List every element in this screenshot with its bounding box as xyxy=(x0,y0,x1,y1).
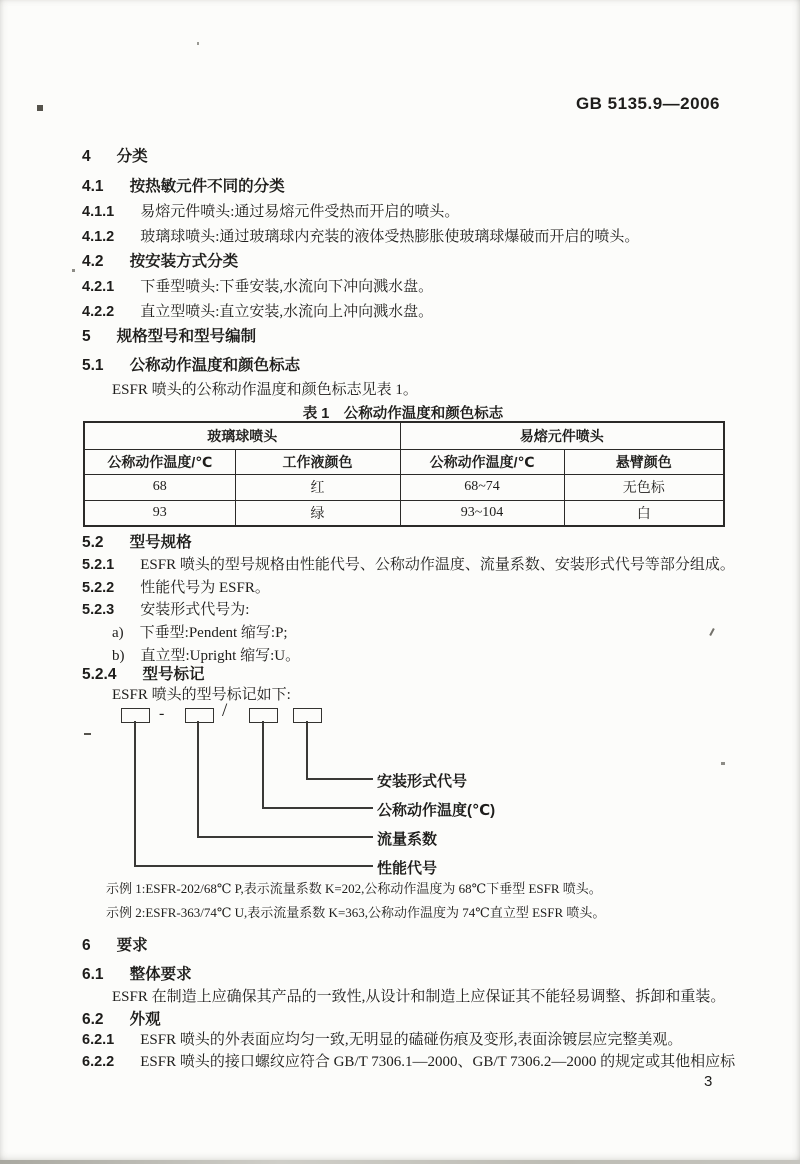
clause-number: 5.1 xyxy=(82,357,104,374)
scan-speck xyxy=(37,105,43,111)
clause-text: 公称动作温度和颜色标志 xyxy=(129,357,301,374)
scan-speck xyxy=(721,762,725,765)
scan-speck xyxy=(72,269,75,272)
clause-text: 分类 xyxy=(116,148,148,165)
table-cell: 93 xyxy=(84,500,235,526)
table-cell: 93~104 xyxy=(400,500,564,526)
diagram-connector-line xyxy=(134,721,136,866)
clause-text: 性能代号为 ESFR。 xyxy=(140,580,270,596)
clause-5-2-heading xyxy=(82,534,192,551)
clause-5-2-4-heading xyxy=(82,666,205,683)
clause-6-2-2 xyxy=(82,1054,735,1071)
table-column-header: 公称动作温度/℃ xyxy=(84,449,235,474)
diagram-connector-line xyxy=(197,721,199,837)
diagram-label-flow-coefficient: 流量系数 xyxy=(377,831,438,848)
scan-speck xyxy=(709,628,715,636)
clause-text: ESFR 喷头的外表面应均匀一致,无明显的磕碰伤痕及变形,表面涂镀层应完整美观。 xyxy=(140,1032,683,1048)
page-number: 3 xyxy=(704,1073,713,1090)
clause-number: 5.2 xyxy=(82,534,104,551)
list-item-marker: a) xyxy=(112,625,124,641)
table-cell: 68~74 xyxy=(400,474,564,500)
clause-4-2-1 xyxy=(82,279,433,296)
clause-text: ESFR 喷头的型号规格由性能代号、公称动作温度、流量系数、安装形式代号等部分组成。 xyxy=(140,557,735,573)
list-item-a xyxy=(112,625,288,642)
table-column-header: 公称动作温度/℃ xyxy=(400,449,564,474)
clause-5-2-2 xyxy=(82,580,270,597)
clause-number: 4.1.1 xyxy=(82,204,115,220)
table-cell: 绿 xyxy=(235,500,400,526)
diagram-label-temperature: 公称动作温度(℃) xyxy=(377,802,496,819)
table-group-header-fusible-link: 易熔元件喷头 xyxy=(400,422,724,449)
clause-text: 直立型喷头:直立安装,水流向上冲向溅水盘。 xyxy=(140,304,434,320)
clause-text: 玻璃球喷头:通过玻璃球内充装的液体受热膨胀使玻璃球爆破而开启的喷头。 xyxy=(140,229,640,245)
clause-text: 整体要求 xyxy=(129,966,192,983)
list-item-text: 直立型:Upright 缩写:U。 xyxy=(140,648,301,664)
table-column-header: 悬臂颜色 xyxy=(564,449,724,474)
clause-number: 5.2.2 xyxy=(82,580,115,596)
clause-4-1-1 xyxy=(82,204,459,221)
diagram-label-installation-code: 安装形式代号 xyxy=(377,773,468,790)
clause-number: 6.2 xyxy=(82,1011,104,1028)
example-1: 示例 1:ESFR-202/68℃ P,表示流量系数 K=202,公称动作温度为 68℃下垂型 ESFR 喷头。 xyxy=(106,881,602,896)
clause-number: 4.1 xyxy=(82,178,104,195)
clause-5-2-1 xyxy=(82,557,735,574)
example-2: 示例 2:ESFR-363/74℃ U,表示流量系数 K=363,公称动作温度为 74℃直立型 ESFR 喷头。 xyxy=(106,905,606,920)
clause-4-heading xyxy=(82,148,148,165)
clause-number: 6.2.1 xyxy=(82,1032,115,1048)
paragraph-5-2-4: ESFR 喷头的型号标记如下: xyxy=(112,687,291,703)
clause-6-2-heading xyxy=(82,1011,161,1028)
clause-text: 型号标记 xyxy=(142,666,205,683)
diagram-box-performance-code xyxy=(121,708,150,723)
table-cell: 白 xyxy=(564,500,724,526)
clause-6-2-1 xyxy=(82,1032,682,1049)
table1-caption: 表 1 公称动作温度和颜色标志 xyxy=(302,406,504,422)
clause-4-2-heading xyxy=(82,253,238,270)
scan-speck xyxy=(197,42,199,45)
clause-4-1-heading xyxy=(82,178,285,195)
clause-6-1-heading xyxy=(82,966,192,983)
clause-5-2-3 xyxy=(82,602,249,619)
table-column-header: 工作液颜色 xyxy=(235,449,400,474)
diagram-connector-line xyxy=(306,721,308,779)
clause-text: 外观 xyxy=(129,1011,161,1028)
clause-number: 5 xyxy=(82,328,91,345)
list-item-marker: b) xyxy=(112,648,125,664)
clause-number: 4.2.2 xyxy=(82,304,115,320)
diagram-label-performance-code: 性能代号 xyxy=(377,860,438,877)
diagram-connector-line xyxy=(306,778,373,780)
standard-code-header: GB 5135.9—2006 xyxy=(575,94,720,113)
clause-text: ESFR 喷头的接口螺纹应符合 GB/T 7306.1—2000、GB/T 7306.2—2000 的规定或其他相应标 xyxy=(140,1054,736,1070)
paragraph-6-1: ESFR 在制造上应确保其产品的一致性,从设计和制造上应保证其不能轻易调整、拆卸和重装。 xyxy=(112,989,726,1005)
scan-speck xyxy=(84,733,91,735)
clause-number: 4.2.1 xyxy=(82,279,115,295)
list-item-b xyxy=(112,648,300,665)
list-item-text: 下垂型:Pendent 缩写:P; xyxy=(139,625,288,641)
clause-text: 规格型号和型号编制 xyxy=(116,328,257,345)
clause-number: 6 xyxy=(82,937,91,954)
clause-number: 4.1.2 xyxy=(82,229,115,245)
clause-6-heading xyxy=(82,937,148,954)
diagram-connector-line xyxy=(262,721,264,808)
clause-number: 5.2.1 xyxy=(82,557,115,573)
clause-5-1-heading xyxy=(82,357,300,374)
diagram-box-flow-coefficient xyxy=(185,708,214,723)
table-row xyxy=(84,474,724,500)
diagram-box-temperature xyxy=(249,708,278,723)
clause-number: 4.2 xyxy=(82,253,104,270)
scan-bottom-edge xyxy=(0,1160,800,1164)
temperature-color-table xyxy=(83,421,725,527)
table-cell: 无色标 xyxy=(564,474,724,500)
clause-text: 要求 xyxy=(116,937,148,954)
table-cell: 红 xyxy=(235,474,400,500)
clause-text: 按安装方式分类 xyxy=(129,253,239,270)
clause-text: 安装形式代号为: xyxy=(140,602,250,618)
paragraph-5-1: ESFR 喷头的公称动作温度和颜色标志见表 1。 xyxy=(112,382,418,398)
diagram-slash: / xyxy=(222,700,228,721)
clause-number: 5.2.4 xyxy=(82,666,117,683)
clause-text: 易熔元件喷头:通过易熔元件受热而开启的喷头。 xyxy=(140,204,460,220)
table-row xyxy=(84,500,724,526)
clause-text: 型号规格 xyxy=(129,534,192,551)
table-cell: 68 xyxy=(84,474,235,500)
diagram-dash: - xyxy=(159,705,165,722)
clause-text: 按热敏元件不同的分类 xyxy=(129,178,285,195)
diagram-connector-line xyxy=(197,836,373,838)
clause-4-2-2 xyxy=(82,304,433,321)
clause-number: 5.2.3 xyxy=(82,602,115,618)
diagram-connector-line xyxy=(262,807,373,809)
diagram-connector-line xyxy=(134,865,373,867)
clause-number: 6.2.2 xyxy=(82,1054,115,1070)
clause-5-heading xyxy=(82,328,256,345)
clause-text: 下垂型喷头:下垂安装,水流向下冲向溅水盘。 xyxy=(140,279,434,295)
clause-number: 6.1 xyxy=(82,966,104,983)
clause-4-1-2 xyxy=(82,229,639,246)
diagram-box-installation-code xyxy=(293,708,322,723)
table-group-header-glass-bulb: 玻璃球喷头 xyxy=(84,422,400,449)
clause-number: 4 xyxy=(82,148,91,165)
